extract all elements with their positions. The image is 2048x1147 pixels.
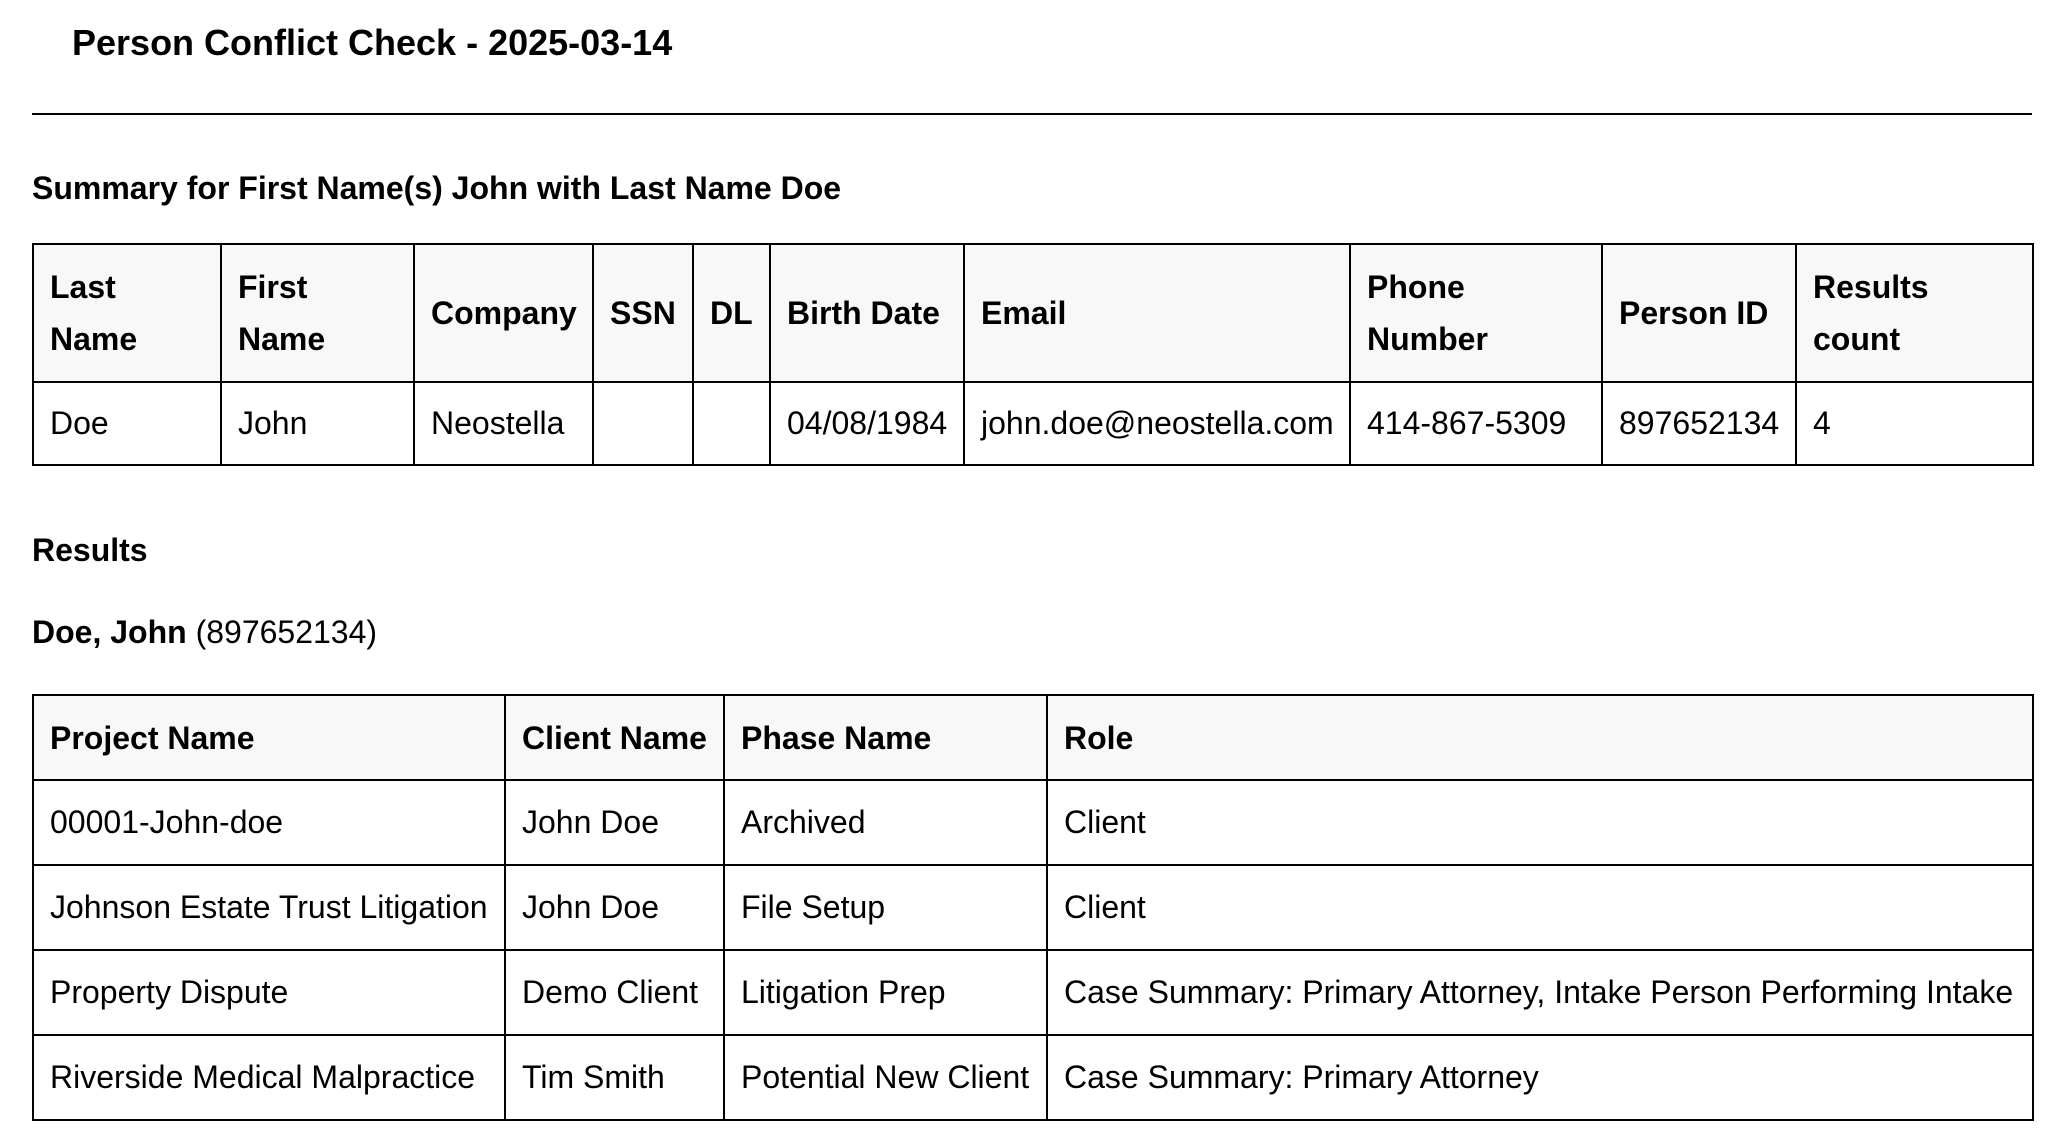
results-header-row (33, 695, 2033, 780)
cell-results-count: 4 (1796, 382, 2033, 465)
header-person-id: Person ID (1602, 244, 1796, 382)
cell-role: Client (1047, 865, 2033, 950)
cell-phase-name: File Setup (724, 865, 1047, 950)
cell-client-name: Demo Client (505, 950, 724, 1035)
header-project-name: Project Name (33, 695, 505, 780)
results-table (32, 694, 2034, 1121)
summary-row (33, 382, 2033, 465)
person-id-text: (897652134) (195, 614, 378, 650)
header-birth-date: Birth Date (770, 244, 964, 382)
header-email: Email (964, 244, 1350, 382)
header-client-name: Client Name (505, 695, 724, 780)
cell-phase-name: Litigation Prep (724, 950, 1047, 1035)
person-name: Doe, John (32, 614, 187, 650)
cell-role: Case Summary: Primary Attorney, Intake Person Performing Intake (1047, 950, 2033, 1035)
header-phase-name: Phase Name (724, 695, 1047, 780)
header-company: Company (414, 244, 593, 382)
header-first-name: First Name (221, 244, 414, 382)
header-ssn: SSN (593, 244, 693, 382)
cell-ssn (593, 382, 693, 465)
cell-phase-name: Archived (724, 780, 1047, 865)
cell-dl (693, 382, 770, 465)
cell-project-name: Riverside Medical Malpractice (33, 1035, 505, 1120)
cell-project-name: Johnson Estate Trust Litigation (33, 865, 505, 950)
cell-phone-number: 414-867-5309 (1350, 382, 1602, 465)
cell-birth-date: 04/08/1984 (770, 382, 964, 465)
summary-heading: Summary for First Name(s) John with Last Name Doe (32, 170, 842, 206)
table-row (33, 950, 2033, 1035)
cell-client-name: John Doe (505, 780, 724, 865)
summary-header-row (33, 244, 2033, 382)
header-dl: DL (693, 244, 770, 382)
table-row (33, 780, 2033, 865)
cell-client-name: Tim Smith (505, 1035, 724, 1120)
results-heading: Results (32, 532, 148, 568)
table-row (33, 865, 2033, 950)
cell-client-name: John Doe (505, 865, 724, 950)
title-divider (32, 113, 2032, 115)
cell-person-id: 897652134 (1602, 382, 1796, 465)
cell-project-name: Property Dispute (33, 950, 505, 1035)
cell-role: Client (1047, 780, 2033, 865)
table-row (33, 1035, 2033, 1120)
person-heading (32, 614, 377, 651)
header-phone-number: Phone Number (1350, 244, 1602, 382)
cell-email: john.doe@neostella.com (964, 382, 1350, 465)
cell-role: Case Summary: Primary Attorney (1047, 1035, 2033, 1120)
header-role: Role (1047, 695, 2033, 780)
cell-project-name: 00001-John-doe (33, 780, 505, 865)
header-last-name: Last Name (33, 244, 221, 382)
header-results-count: Results count (1796, 244, 2033, 382)
cell-first-name: John (221, 382, 414, 465)
summary-table (32, 243, 2034, 466)
cell-company: Neostella (414, 382, 593, 465)
cell-phase-name: Potential New Client (724, 1035, 1047, 1120)
page-title: Person Conflict Check - 2025-03-14 (72, 22, 673, 63)
cell-last-name: Doe (33, 382, 221, 465)
